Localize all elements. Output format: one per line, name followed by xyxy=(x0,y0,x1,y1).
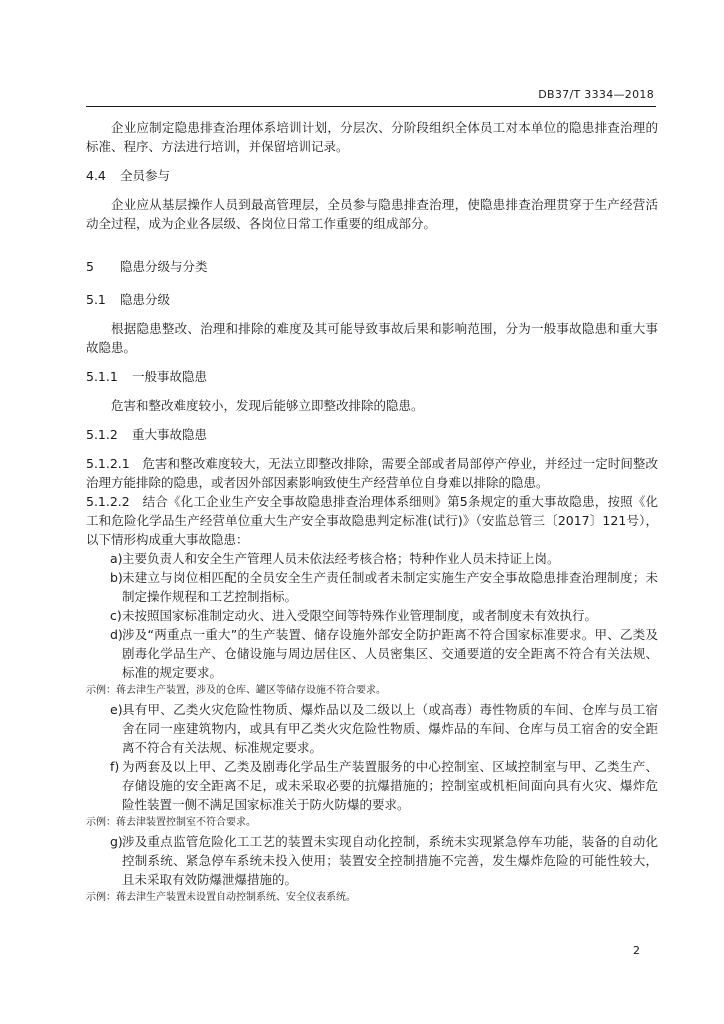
hazard-list-continued xyxy=(86,700,658,814)
page-number: 2 xyxy=(633,944,640,957)
item-text: 涉及重点监管危险化工工艺的装置未实现自动化控制，系统未实现紧急停车功能，装备的自动化控制系统、紧急停车系统未投入使用；装置安全控制措施不完善，发生爆炸危险的可能性较大，且未采取有效防爆泄爆措施的。 xyxy=(122,834,658,887)
hazard-list-continued-2 xyxy=(86,832,658,889)
section-number: 4.4 xyxy=(86,168,106,183)
list-item xyxy=(86,832,658,889)
section-title: 重大事故隐患 xyxy=(132,427,208,442)
section-number: 5 xyxy=(86,259,94,274)
paragraph-5-1-2-1: 5.1.2.1 危害和整改难度较大，无法立即整改排除，需要全部或者局部停产停业，并经过一定时间整改治理方能排除的隐患，或者因外部因素影响致使生产经营单位自身难以排除的隐患。 xyxy=(86,456,658,490)
item-marker: a) xyxy=(110,551,123,566)
list-item xyxy=(86,549,658,568)
section-number: 5.1.2 xyxy=(86,427,118,442)
document-body xyxy=(86,118,658,907)
section-number: 5.1.1 xyxy=(86,369,118,384)
example-note: 示例：蒋去津生产装置，涉及的仓库、罐区等储存设施不符合要求。 xyxy=(86,685,386,696)
paragraph-grading: 根据隐患整改、治理和排除的难度及其可能导致事故后果和影响范围，分为一般事故隐患和重大事故隐患。 xyxy=(86,321,658,355)
section-title: 隐患分级 xyxy=(120,292,171,307)
item-text: 涉及“两重点一重大”的生产装置、储存设施外部安全防护距离不符合国家标准要求。甲、乙类及剧毒化学品生产、仓储设施与周边居住区、人员密集区、交通要道的安全距离不符合有关法规、标准的规定要求。 xyxy=(122,627,658,680)
item-marker: d) xyxy=(110,627,123,642)
item-marker: f) xyxy=(110,759,120,774)
item-marker: e) xyxy=(110,702,123,717)
paragraph-5-1-2-2: 5.1.2.2 结合《化工企业生产安全事故隐患排查治理体系细则》第5条规定的重大事故隐患，按照《化工和危险化学品生产经营单位重大生产安全事故隐患判定标准(试行)》（安监总管三〔2017〕121号），以下情形构成重大事故隐患： xyxy=(86,494,658,547)
list-item xyxy=(86,568,658,606)
section-5-1-1 xyxy=(86,367,658,386)
example-note: 示例：蒋去津装置控制室不符合要求。 xyxy=(86,817,256,828)
paragraph-participation: 企业应从基层操作人员到最高管理层，全员参与隐患排查治理，使隐患排查治理贯穿于生产经营活动全过程，成为企业各层级、各岗位日常工作重要的组成部分。 xyxy=(86,197,658,231)
header-rule xyxy=(86,106,656,107)
section-5-1-2 xyxy=(86,425,658,444)
list-item xyxy=(86,625,658,682)
section-title: 全员参与 xyxy=(120,168,171,183)
section-4-4 xyxy=(86,166,658,185)
section-5 xyxy=(86,257,658,276)
item-marker: g) xyxy=(110,834,123,849)
item-marker: c) xyxy=(110,608,122,623)
section-5-1 xyxy=(86,290,658,309)
item-text: 未建立与岗位相匹配的全员安全生产责任制或者未制定实施生产安全事故隐患排查治理制度；未制定操作规程和工艺控制指标。 xyxy=(122,570,658,604)
list-item xyxy=(86,700,658,757)
item-text: 未按照国家标准制定动火、进入受限空间等特殊作业管理制度，或者制度未有效执行。 xyxy=(122,608,598,623)
section-number: 5.1 xyxy=(86,292,106,307)
document-code: DB37/T 3334—2018 xyxy=(538,88,654,101)
list-item xyxy=(86,606,658,625)
hazard-list xyxy=(86,549,658,682)
item-text: 具有甲、乙类火灾危险性物质、爆炸品以及二级以上（或高毒）毒性物质的车间、仓库与员工宿舍在同一座建筑物内，或具有甲乙类火灾危险性物质、爆炸品的车间、仓库与员工宿舍的安全距离不符合有关法规、标准规定要求。 xyxy=(122,702,658,755)
paragraph-training: 企业应制定隐患排查治理体系培训计划，分层次、分阶段组织全体员工对本单位的隐患排查治理的标准、程序、方法进行培训，并保留培训记录。 xyxy=(86,120,658,154)
section-title: 隐患分级与分类 xyxy=(120,259,208,274)
section-title: 一般事故隐患 xyxy=(132,369,208,384)
item-text: 主要负责人和安全生产管理人员未依法经考核合格；特种作业人员未持证上岗。 xyxy=(122,551,560,566)
list-item xyxy=(86,757,658,814)
item-text: 为两套及以上甲、乙类及剧毒化学品生产装置服务的中心控制室、区域控制室与甲、乙类生产、存储设施的安全距离不足，或未采取必要的抗爆措施的；控制室或机柜间面向具有火灾、爆炸危险性装置一侧不满足国家标准关于防火防爆的要求。 xyxy=(122,759,658,812)
item-marker: b) xyxy=(110,570,123,585)
example-note: 示例：蒋去津生产装置未设置自动控制系统、安全仪表系统。 xyxy=(86,892,356,903)
paragraph-general-hazard: 危害和整改难度较小，发现后能够立即整改排除的隐患。 xyxy=(111,398,424,413)
